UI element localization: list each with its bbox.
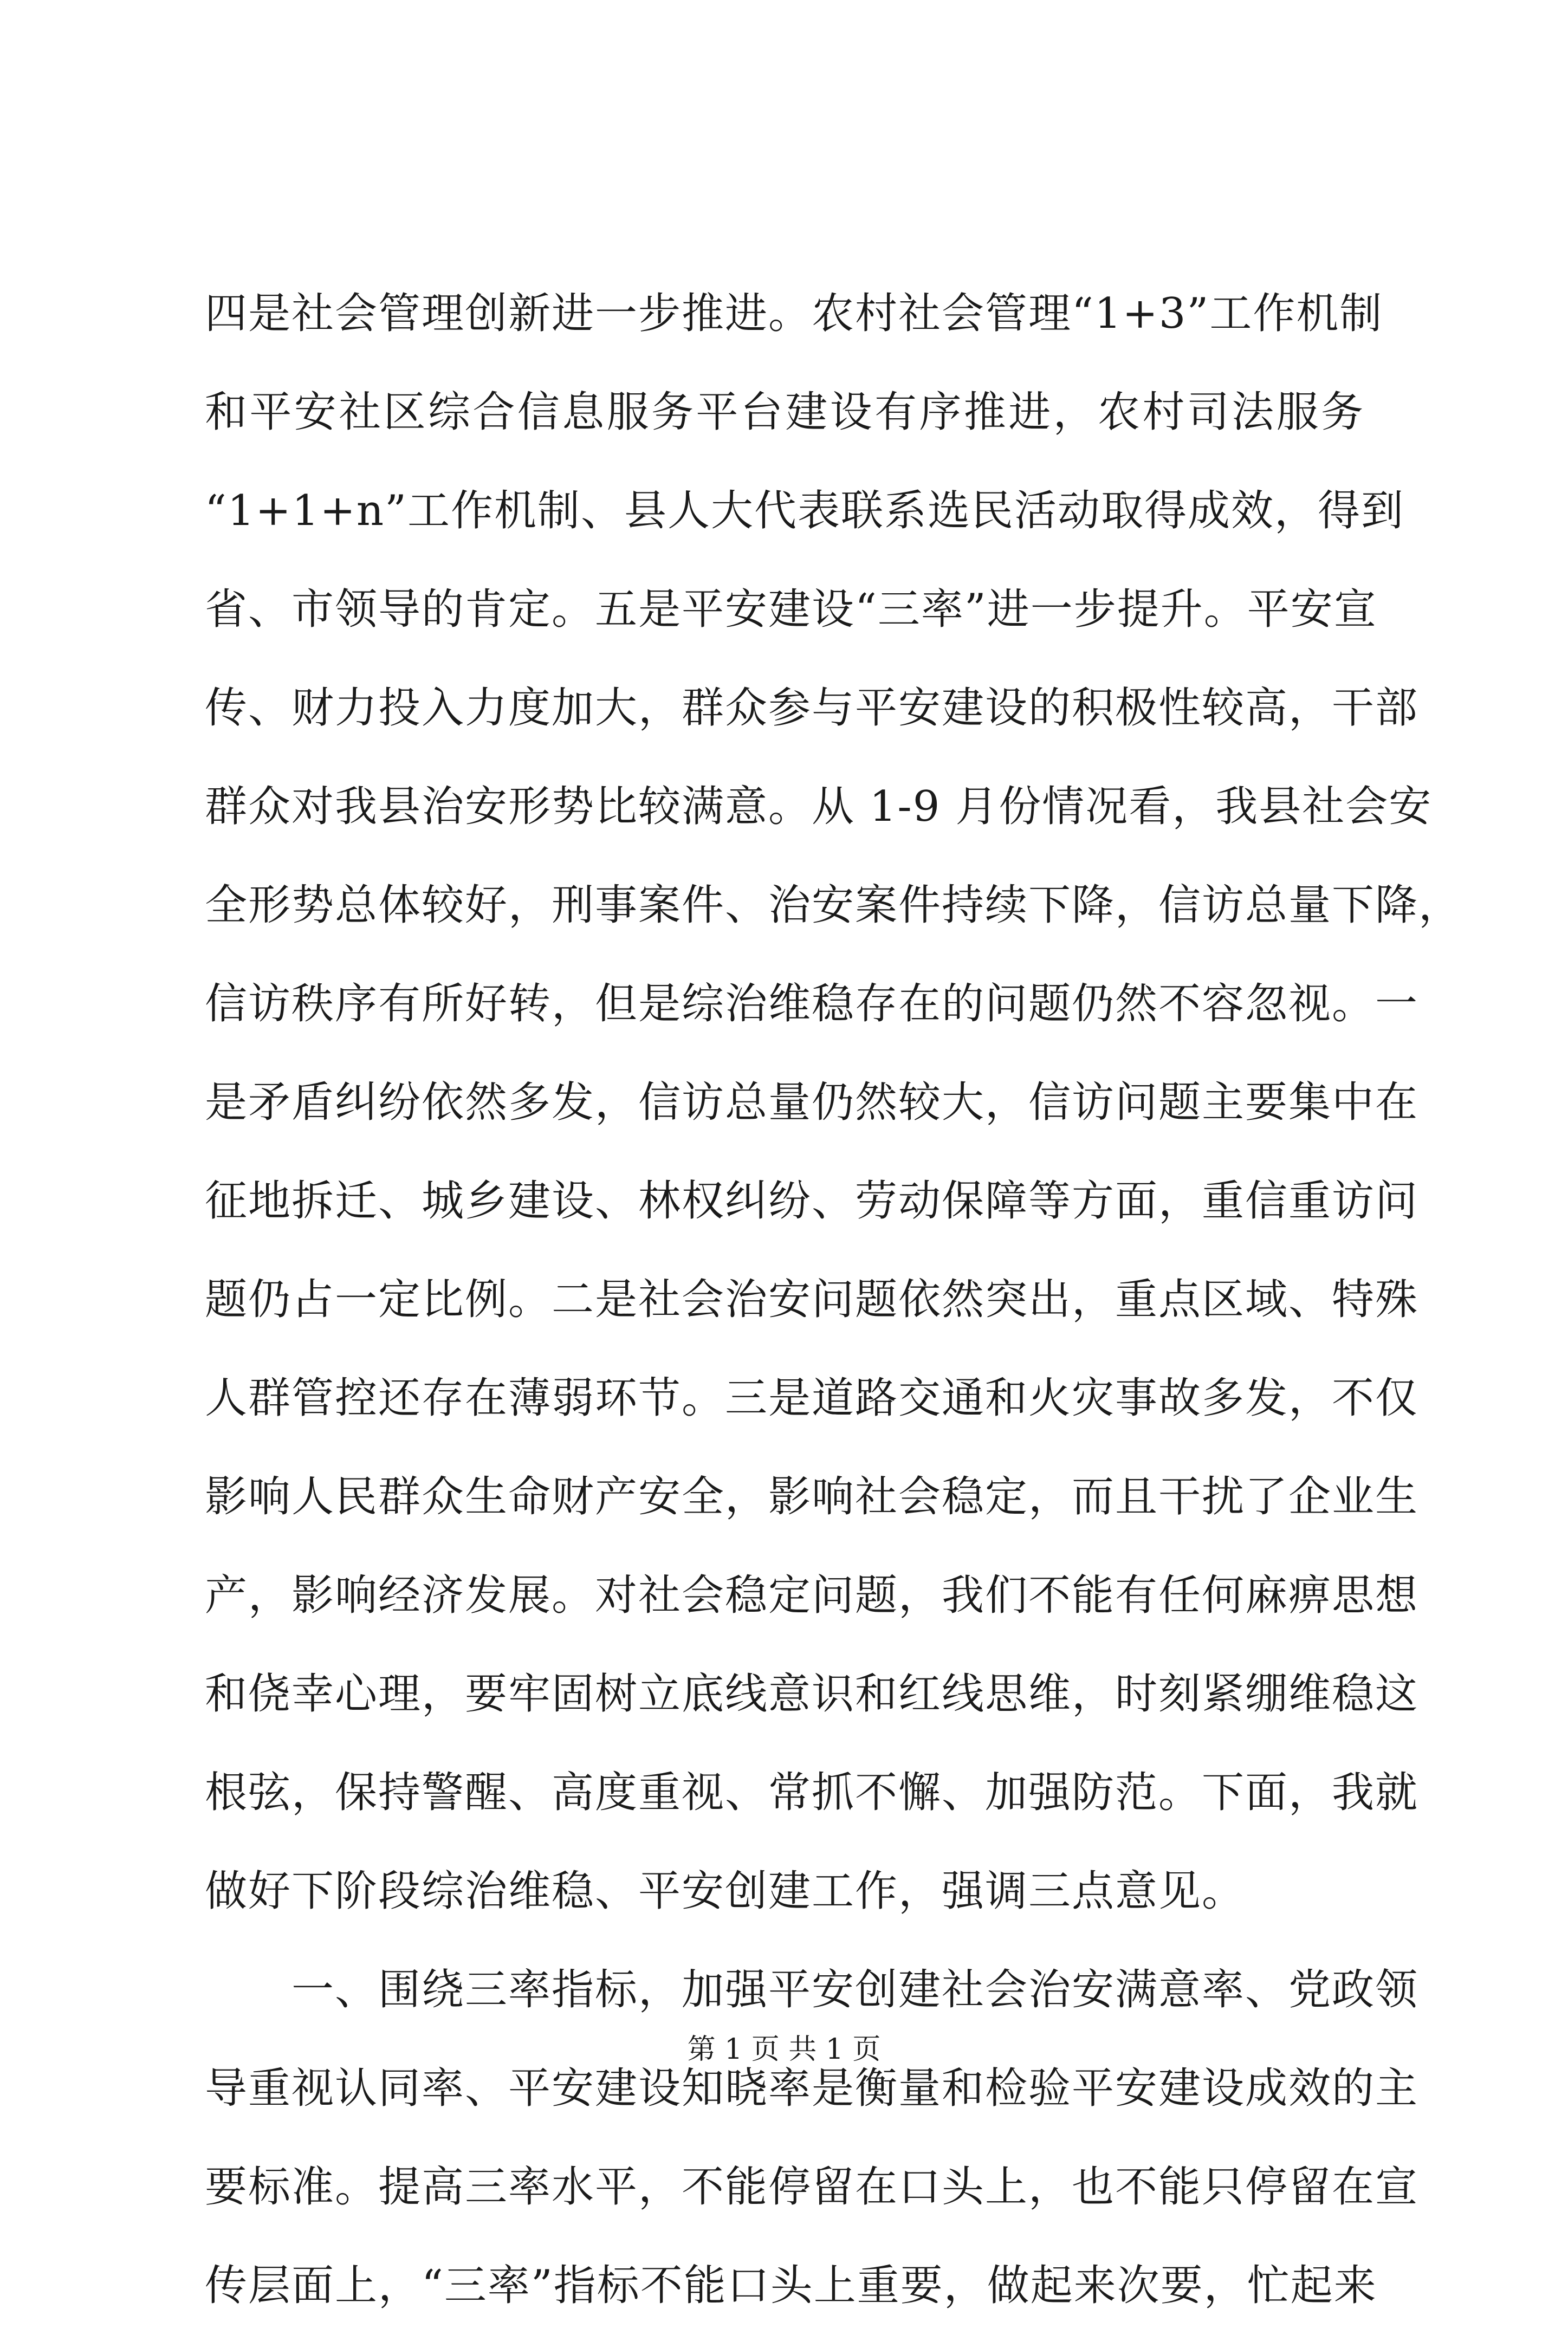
text-line: 产，影响经济发展。对社会稳定问题，我们不能有任何麻痹思想 — [205, 1571, 1419, 1620]
text-line: 四是社会管理创新进一步推进。农村社会管理“1+3”工作机制 — [205, 289, 1383, 338]
section-heading-line: 一、围绕三率指标，加强平安创建社会治安满意率、党政领 — [291, 1966, 1419, 2014]
text-line: 是矛盾纠纷依然多发，信访总量仍然较大，信访问题主要集中在 — [205, 1078, 1419, 1127]
text-line: 导重视认同率、平安建设知晓率是衡量和检验平安建设成效的主 — [205, 2064, 1419, 2113]
text-line: 和侥幸心理，要牢固树立底线意识和红线思维，时刻紧绷维稳这 — [205, 1670, 1419, 1718]
text-line: 做好下阶段综治维稳、平安创建工作，强调三点意见。 — [205, 1867, 1246, 1916]
text-line: 征地拆迁、城乡建设、林权纠纷、劳动保障等方面，重信重访问 — [205, 1177, 1419, 1225]
text-line: 人群管控还存在薄弱环节。三是道路交通和火灾事故多发，不仅 — [205, 1374, 1419, 1423]
text-line: 题仍占一定比例。二是社会治安问题依然突出，重点区域、特殊 — [205, 1275, 1419, 1324]
text-line: 根弦，保持警醒、高度重视、常抓不懈、加强防范。下面，我就 — [205, 1768, 1419, 1817]
page-footer — [0, 2026, 1568, 2067]
text-line: 省、市领导的肯定。五是平安建设“三率”进一步提升。平安宣 — [205, 585, 1377, 634]
body-text — [205, 264, 1462, 2335]
page-number: 第 1 页 共 1 页 — [687, 2033, 881, 2066]
text-line: 和平安社区综合信息服务平台建设有序推进，农村司法服务 — [205, 388, 1364, 437]
text-line: 群众对我县治安形势比较满意。从 1-9 月份情况看，我县社会安 — [205, 782, 1433, 831]
text-line: 影响人民群众生命财产安全，影响社会稳定，而且干扰了企业生 — [205, 1473, 1419, 1521]
text-line: 传、财力投入力度加大，群众参与平安建设的积极性较高，干部 — [205, 684, 1419, 732]
text-line: 传层面上，“三率”指标不能口头上重要，做起来次要，忙起来 — [205, 2261, 1377, 2310]
text-line: 全形势总体较好，刑事案件、治安案件持续下降，信访总量下降， — [205, 881, 1462, 930]
text-line: 信访秩序有所好转，但是综治维稳存在的问题仍然不容忽视。一 — [205, 980, 1419, 1028]
text-line: “1+1+n”工作机制、县人大代表联系选民活动取得成效，得到 — [205, 487, 1404, 535]
text-line: 要标准。提高三率水平，不能停留在口头上，也不能只停留在宣 — [205, 2163, 1419, 2211]
